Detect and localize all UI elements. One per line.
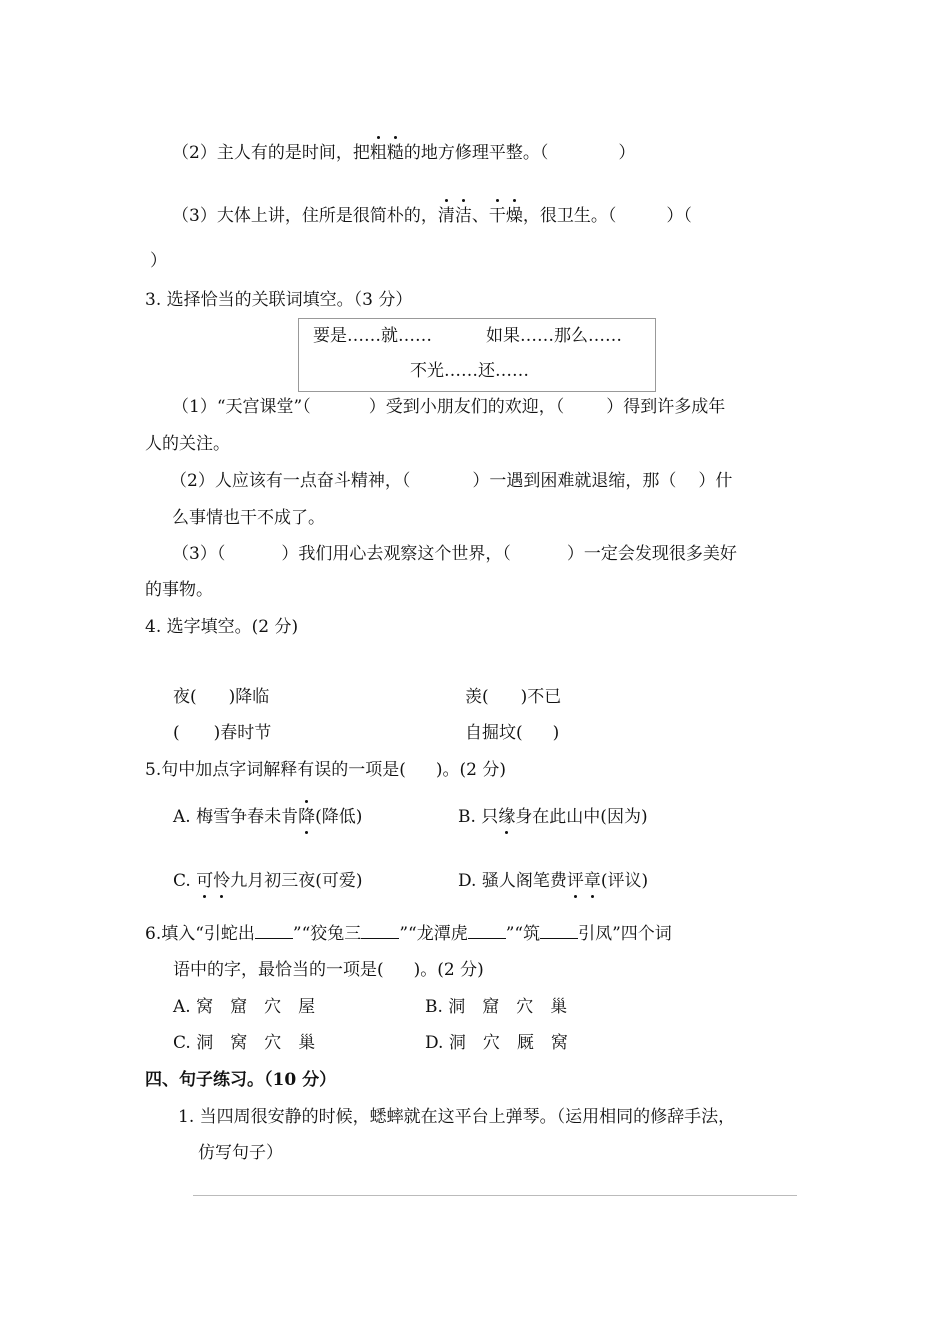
q2-item-2: （2）主人有的是时间，把粗糙的地方修理平整。（ ） xyxy=(172,143,636,163)
q4-title: 4. 选字填空。(2 分) xyxy=(145,617,299,637)
q6-option-c: C. 洞 窝 穴 巢 xyxy=(173,1033,316,1053)
q4-item-a: 夜( )降临 xyxy=(173,687,270,707)
q4-item-d: 自掘坟( ) xyxy=(465,723,560,743)
section-4-title: 四、句子练习。（10 分） xyxy=(145,1070,337,1090)
fill-blank xyxy=(255,922,293,939)
q3-title: 3. 选择恰当的关联词填空。（3 分） xyxy=(145,290,413,310)
dotted-char: 清 xyxy=(437,206,455,226)
q4-item-c: ( )春时节 xyxy=(173,723,272,743)
q3-sentence-1: （1）“天宫课堂”（ ）受到小朋友们的欢迎，（ ）得到许多成年 xyxy=(172,397,726,417)
dotted-char: 怜 xyxy=(213,871,231,891)
word-option-2: 如果……那么…… xyxy=(486,326,622,346)
word-option-3: 不光……还…… xyxy=(410,361,529,381)
q3-sentence-1-cont: 人的关注。 xyxy=(145,434,230,454)
dotted-char: 燥 xyxy=(505,206,523,226)
q5-option-a: A. 梅雪争春未肯降(降低) xyxy=(173,807,363,827)
answer-line[interactable] xyxy=(193,1195,797,1196)
dotted-char: 降 xyxy=(298,807,316,827)
dotted-char: 糙 xyxy=(386,143,404,163)
q3-sentence-2: （2）人应该有一点奋斗精神，（ ）一遇到困难就退缩，那（ ）什 xyxy=(170,471,733,491)
sec4-q1: 1. 当四周很安静的时候，蟋蟀就在这平台上弹琴。（运用相同的修辞手法， xyxy=(178,1107,736,1127)
q4-item-b: 羡( )不已 xyxy=(465,687,562,707)
dotted-char: 章 xyxy=(583,871,601,891)
q3-sentence-2-cont: 么事情也干不成了。 xyxy=(172,508,325,528)
dotted-char: 粗 xyxy=(369,143,387,163)
q6-line-2: 语中的字，最恰当的一项是( )。(2 分) xyxy=(173,960,484,980)
sec4-q1-cont: 仿写句子） xyxy=(198,1143,283,1163)
word-option-1: 要是……就…… xyxy=(313,326,432,346)
dotted-char: 可 xyxy=(196,871,214,891)
dotted-char: 评 xyxy=(566,871,584,891)
dotted-char: 洁 xyxy=(454,206,472,226)
fill-blank xyxy=(540,922,578,939)
q6-line-1: 6.填入“引蛇出 ”“狡兔三 ”“龙潭虎 ”“筑 引凤”四个词 xyxy=(145,924,672,944)
q2-item-3: （3）大体上讲，住所是很简朴的，清洁、干燥，很卫生。（ ）（ xyxy=(172,206,692,226)
fill-blank xyxy=(468,922,506,939)
dotted-char: 干 xyxy=(488,206,506,226)
dotted-char: 缘 xyxy=(498,807,516,827)
q5-option-c: C. 可怜九月初三夜(可爱) xyxy=(173,871,363,891)
q6-option-d: D. 洞 穴 厩 窝 xyxy=(425,1033,568,1053)
q3-sentence-3-cont: 的事物。 xyxy=(145,580,213,600)
q5-title: 5.句中加点字词解释有误的一项是( )。(2 分) xyxy=(145,760,506,780)
q5-option-b: B. 只缘身在此山中(因为) xyxy=(458,807,648,827)
q6-option-b: B. 洞 窟 穴 巢 xyxy=(425,997,568,1017)
q3-sentence-3: （3）（ ）我们用心去观察这个世界，（ ）一定会发现很多美好 xyxy=(172,544,737,564)
q5-option-d: D. 骚人阁笔费评章(评议) xyxy=(458,871,649,891)
q2-item-3-cont: ） xyxy=(150,251,167,271)
fill-blank xyxy=(361,922,399,939)
q6-option-a: A. 窝 窟 穴 屋 xyxy=(173,997,316,1017)
